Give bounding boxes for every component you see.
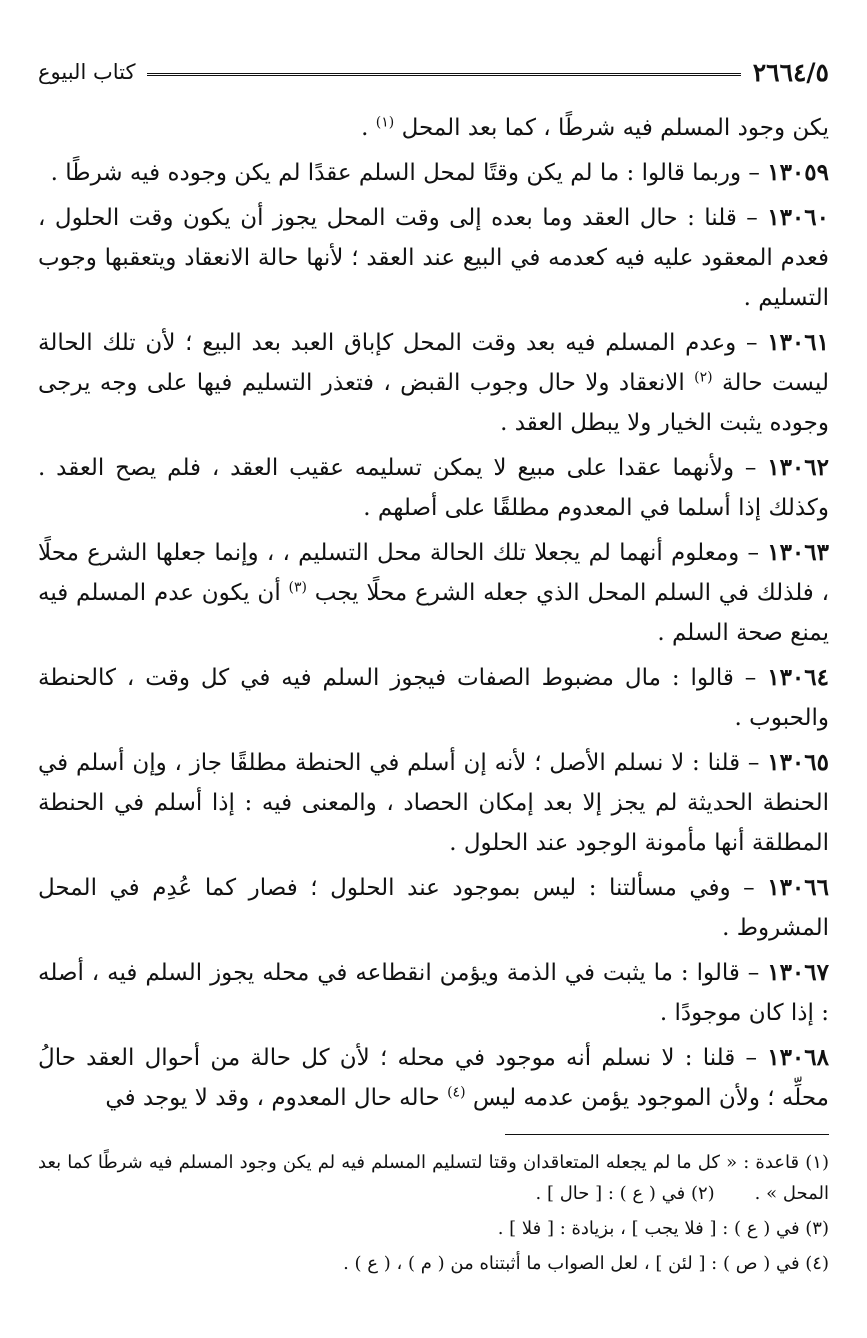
lead-in-text: يكن وجود المسلم فيه شرطًا ، كما بعد المحل bbox=[401, 115, 829, 141]
footnote-1-and-2 bbox=[38, 1147, 829, 1209]
paragraph-text: – وربما قالوا : ما لم يكن وقتًا لمحل السلم عقدًا لم يكن وجوده فيه شرطًا . bbox=[50, 160, 768, 186]
paragraph-13067 bbox=[38, 953, 829, 1033]
footnote-4: (٤) في ( ص ) : [ لئن ] ، لعل الصواب ما أثبتناه من ( م ) ، ( ع ) . bbox=[343, 1253, 829, 1274]
paragraph-text-continued: الانعقاد ولا حال وجوب القبض ، فتعذر التسليم فيها على وجه يرجى وجوده يثبت الخيار ولا يبطل العقد . bbox=[38, 370, 829, 436]
paragraph-number: ١٣٠٦٧ bbox=[767, 959, 829, 986]
paragraph-number: ١٣٠٦٥ bbox=[767, 749, 829, 776]
running-header bbox=[38, 50, 829, 94]
paragraph-text: – وفي مسألتنا : ليس بموجود عند الحلول ؛ فصار كما عُدِم في المحل المشروط . bbox=[38, 875, 829, 941]
paragraph-number: ١٣٠٦٦ bbox=[767, 874, 829, 901]
header-rule bbox=[147, 73, 740, 76]
lead-in-end: . bbox=[361, 115, 376, 141]
paragraph-number: ١٣٠٦١ bbox=[767, 329, 829, 356]
paragraph-13066 bbox=[38, 868, 829, 948]
paragraph-text: – ومعلوم أنهما لم يجعلا تلك الحالة محل التسليم ، ، وإنما جعلها الشرع محلًا ، فلذلك في السلم المحل الذي جعله الشرع محلًا يجب bbox=[38, 540, 830, 606]
paragraph-text: – قلنا : لا نسلم الأصل ؛ لأنه إن أسلم في الحنطة مطلقًا جاز ، وإن أسلم في الحنطة الحديثة لم يجز إلا بعد إمكان الحصاد ، والمعنى فيه : إذا أسلم في الحنطة المطلقة أنها مأمونة الوجود عند الحلول . bbox=[38, 750, 829, 856]
paragraph-number: ١٣٠٦٠ bbox=[767, 204, 829, 231]
lead-in-paragraph bbox=[38, 108, 829, 148]
footnote-ref-1: (١) bbox=[375, 114, 395, 131]
paragraph-13063 bbox=[38, 533, 829, 653]
paragraph-text-continued: حاله حال المعدوم ، وقد لا يوجد في bbox=[105, 1085, 448, 1111]
paragraph-text: – قالوا : ما يثبت في الذمة ويؤمن انقطاعه في محله يجوز السلم فيه ، أصله : إذا كان موجودًا . bbox=[38, 960, 829, 1026]
paragraph-text-continued: أن يكون عدم المسلم فيه يمنع صحة السلم . bbox=[38, 580, 829, 646]
paragraph-number: ١٣٠٦٤ bbox=[767, 664, 829, 691]
page-number: ٢٦٦٤/٥ bbox=[752, 57, 829, 87]
footnote-2: (٢) في ( ع ) : [ حال ] . bbox=[535, 1183, 715, 1204]
paragraph-number: ١٣٠٦٢ bbox=[767, 454, 829, 481]
paragraph-text: – قلنا : حال العقد وما بعده إلى وقت المحل يجوز أن يكون وقت الحلول ، فعدم المعقود عليه فيه كعدمه في البيع عند العقد ؛ لأنها حالة الانعقاد ويتعقبها وجوب التسليم . bbox=[38, 205, 829, 311]
paragraph-text: – قلنا : لا نسلم أنه موجود في محله ؛ لأن كل حالة من أحوال العقد حالُ محلِّه ؛ ولأن الموجود يؤمن عدمه ليس bbox=[38, 1045, 829, 1111]
paragraph-13061 bbox=[38, 323, 829, 443]
paragraph-number: ١٣٠٦٨ bbox=[767, 1044, 829, 1071]
main-text bbox=[38, 108, 829, 1118]
footnote-ref-2: (٢) bbox=[694, 369, 713, 386]
paragraph-text: – ولأنهما عقدا على مبيع لا يمكن تسليمه عقيب العقد ، فلم يصح العقد . وكذلك إذا أسلما في المعدوم مطلقًا على أصلهم . bbox=[38, 455, 829, 521]
paragraph-13059 bbox=[38, 153, 829, 193]
footnote-ref-4: (٤) bbox=[447, 1084, 466, 1101]
paragraph-13064 bbox=[38, 658, 829, 738]
paragraph-13062 bbox=[38, 448, 829, 528]
footnote-ref-3: (٣) bbox=[288, 579, 307, 596]
paragraph-13068 bbox=[38, 1038, 829, 1118]
footnote-separator bbox=[505, 1134, 829, 1135]
paragraph-number: ١٣٠٥٩ bbox=[767, 159, 829, 186]
paragraph-text: – وعدم المسلم فيه بعد وقت المحل كإباق العبد بعد البيع ؛ لأن تلك الحالة ليست حالة bbox=[38, 330, 829, 396]
paragraph-13060 bbox=[38, 198, 829, 318]
footnote-1: (١) قاعدة : « كل ما لم يجعله المتعاقدان وقتا لتسليم المسلم فيه لم يكن وجود المسلم فيه شرطًا كما بعد المحل » . bbox=[38, 1152, 829, 1204]
paragraph-text: – قالوا : مال مضبوط الصفات فيجوز السلم فيه في كل وقت ، كالحنطة والحبوب . bbox=[38, 665, 829, 731]
footnotes bbox=[38, 1147, 829, 1279]
footnote-3: (٣) في ( ع ) : [ فلا يجب ] ، بزيادة : [ فلا ] . bbox=[497, 1218, 829, 1239]
paragraph-13065 bbox=[38, 743, 829, 863]
paragraph-number: ١٣٠٦٣ bbox=[767, 539, 829, 566]
book-title: كتاب البيوع bbox=[38, 60, 136, 84]
